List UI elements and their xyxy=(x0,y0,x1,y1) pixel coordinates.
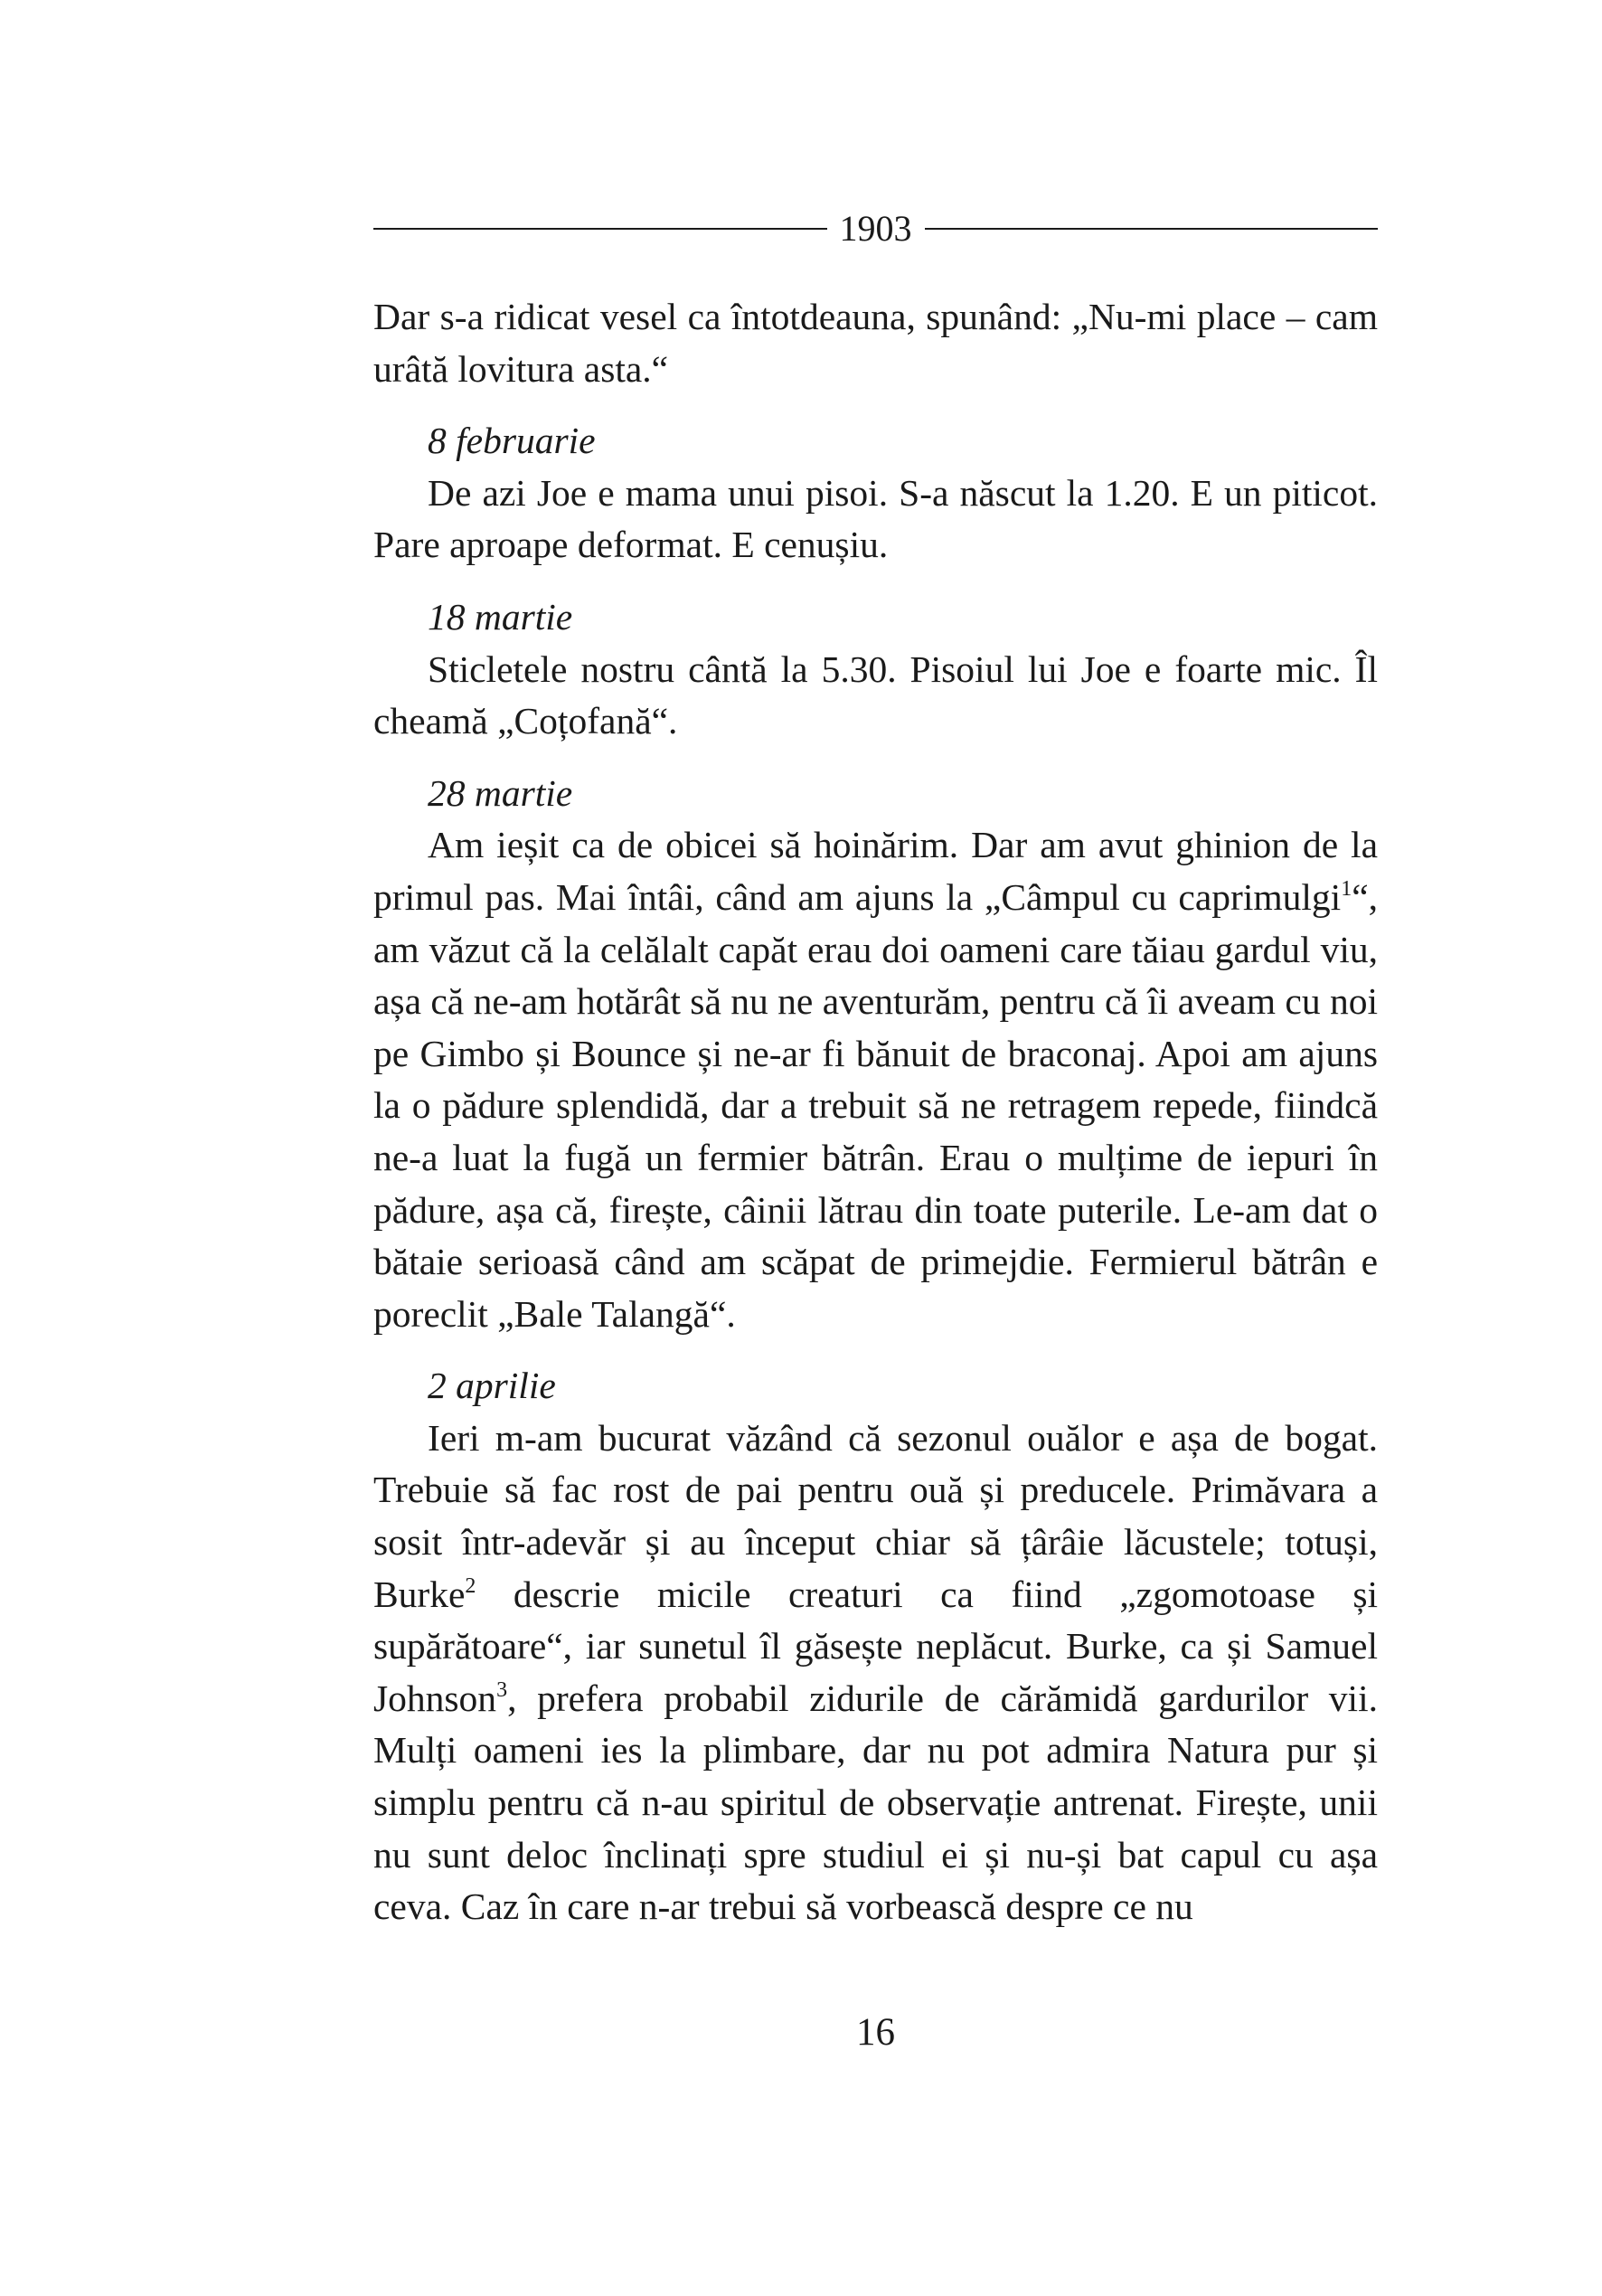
entry-date-18-march: 18 martie xyxy=(428,595,573,638)
footnote-marker-3: 3 xyxy=(496,1677,508,1702)
body-text xyxy=(373,291,1378,1933)
entry-text-28-march-part-2: “, am văzut că la celălalt capăt erau doi oameni care tăiau gardul viu, așa că ne-am hotărât să nu ne aventurăm, pentru că îi aveam cu noi pe Gimbo și Bounce și ne-ar fi bănuit de braconaj. Apoi am ajuns la o pădure splendidă, dar a trebuit să ne retragem repede, fiindcă ne-a luat la fugă un fermier bătrân. Erau o mulțime de iepuri în pădure, așa că, firește, câinii lătrau din toate puterile. Le-am dat o bătaie serioasă când am scăpat de primejdie. Fermierul bătrân e poreclit „Bale Talangă“. xyxy=(373,875,1378,1335)
running-head-year: 1903 xyxy=(839,208,912,249)
opening-paragraph: Dar s-a ridicat vesel ca întotdeauna, spunând: „Nu-mi place – cam urâtă lovitura asta.“ xyxy=(373,296,1378,390)
running-head-rule-left xyxy=(373,228,827,230)
entry-text-2-april-part-1: Ieri m-am bucurat văzând că sezonul ouălor e așa de bogat. Trebuie să fac rost de pai pentru ouă și preducele. Primăvara a sosit într-adevăr și au început chiar să țârâie lăcustele; totuși, Burke xyxy=(373,1416,1378,1615)
entry-date-28-march: 28 martie xyxy=(428,771,573,814)
running-head-rule-right xyxy=(925,228,1379,230)
page-number: 16 xyxy=(856,2011,895,2054)
entry-text-28-march-part-1: Am ieșit ca de obicei să hoinărim. Dar am avut ghinion de la primul pas. Mai întâi, când am ajuns la „Câmpul cu caprimulgi xyxy=(373,824,1378,918)
book-page xyxy=(373,0,1378,2296)
entry-date-2-april: 2 aprilie xyxy=(428,1365,556,1407)
entry-text-2-april xyxy=(373,1413,1378,1933)
entry-text-8-february: De azi Joe e mama unui pisoi. S-a născut la 1.20. E un piticot. Pare aproape deformat. E cenușiu. xyxy=(373,471,1378,566)
footnote-marker-2: 2 xyxy=(465,1573,476,1598)
entry-text-28-march xyxy=(373,819,1378,1340)
running-head xyxy=(373,206,1378,251)
entry-text-2-april-part-3: , prefera probabil zidurile de cărămidă gardurilor vii. Mulți oameni ies la plimbare, dar nu pot admira Natura pur și simplu pentru că n-au spiritul de observație antrenat. Firește, unii nu sunt deloc înclinați spre studiul ei și nu-și bat capul cu așa ceva. Caz în care n-ar trebui să vorbească despre ce nu xyxy=(373,1677,1378,1928)
entry-date-8-february: 8 februarie xyxy=(428,420,596,462)
entry-text-18-march: Sticletele nostru cântă la 5.30. Pisoiul lui Joe e foarte mic. Îl cheamă „Coțofană“. xyxy=(373,647,1378,742)
footnote-marker-1: 1 xyxy=(1341,876,1352,901)
entry-text-2-april-part-2: descrie micile creaturi ca fiind „zgomotoase și supărătoare“, iar sunetul îl găsește neplăcut. Burke, ca și Samuel Johnson xyxy=(373,1573,1378,1719)
